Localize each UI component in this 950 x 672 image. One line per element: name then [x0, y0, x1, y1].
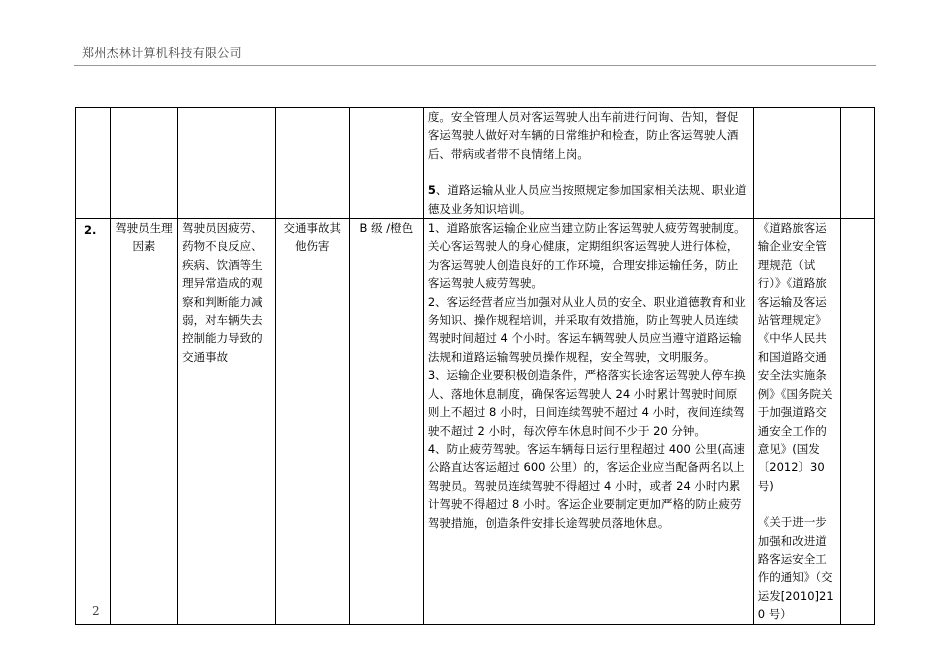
- cell-risk-level: [349, 108, 423, 219]
- measure-item: 2、客运经营者应当加强对从业人员的安全、职业道德教育和业务知识、操作规程培训，并采取有效措施，防止驾驶人员连续驾驶时间超过 4 个小时。客运车辆驾驶人员应当遵守道路运输法规和道路运输驾驶员操作规程，安全驾驶，文明服务。: [427, 294, 746, 364]
- measures-text: 度。安全管理人员对客运驾驶人出车前进行问询、告知，督促客运驾驶人做好对车辆的日常维护和检查，防止客运驾驶人酒后、带病或者带不良情绪上岗。: [427, 110, 739, 161]
- cell-factor: [110, 108, 177, 219]
- basis-regulations: 《道路旅客运输企业安全管理规范（试行）》《道路旅客运输及客运站管理规定》《中华人民共和国道路交通安全法实施条例》《国务院关于加强道路交通安全工作的意见》(国发〔2012〕30号): [757, 221, 833, 493]
- header-company-name: 郑州杰林计算机科技有限公司: [82, 46, 242, 60]
- basis-notice: 《关于进一步加强和改进道路客运安全工作的通知》（交运发[2010]210 号）: [757, 515, 834, 622]
- cell-factor: 驾驶员生理因素: [110, 219, 177, 625]
- cell-accident-type: [275, 108, 349, 219]
- measure-item: 4、防止疲劳驾驶。客运车辆每日运行里程超过 400 公里(高速公路直达客运超过 600 公里）的，客运企业应当配备两名以上驾驶员。驾驶员连续驾驶不得超过 4 小时，或者 24 小时内累计驾驶不得超过 8 小时。客运企业要制定更加严格的防止疲劳驾驶措施，创造条件安排长途驾驶员落地休息。: [427, 441, 745, 530]
- cell-basis: [753, 219, 841, 625]
- cell-basis: [753, 108, 841, 219]
- cell-extra: [841, 108, 875, 219]
- cell-description: 驾驶员因疲劳、药物不良反应、疾病、饮酒等生理异常造成的观察和判断能力减弱，对车辆失去控制能力导致的交通事故: [178, 219, 276, 625]
- measure-item: 1、道路旅客运输企业应当建立防止客运驾驶人疲劳驾驶制度。关心客运驾驶人的身心健康，定期组织客运驾驶人进行体检，为客运驾驶人创造良好的工作环境，合理安排运输任务，防止客运驾驶人疲劳驾驶。: [427, 221, 746, 291]
- cell-number: [76, 108, 111, 219]
- table-row: [76, 219, 875, 625]
- table-row: [76, 108, 875, 219]
- page-number: 2: [92, 604, 100, 618]
- cell-measures: [423, 108, 753, 219]
- measures-item-5-number: 5: [427, 183, 436, 198]
- cell-accident-type: 交通事故其他伤害: [275, 219, 349, 625]
- paragraph-gap: [428, 163, 749, 181]
- header-rule: [74, 65, 876, 66]
- cell-risk-level: B 级 /橙色: [349, 219, 423, 625]
- cell-extra: [841, 219, 875, 625]
- measures-item-5: [428, 181, 749, 218]
- cell-number: 2.: [76, 219, 111, 625]
- measure-item: 3、运输企业要积极创造条件，严格落实长途客运驾驶人停车换人、落地休息制度，确保客运驾驶人 24 小时累计驾驶时间原则上不超过 8 小时，日间连续驾驶不超过 4 小时，夜间连续驾驶不超过 2 小时，每次停车休息时间不少于 20 分钟。: [427, 368, 746, 438]
- cell-measures: [423, 219, 753, 625]
- paragraph-gap: [758, 495, 837, 513]
- measures-item-5-text: 、道路运输从业人员应当按照规定参加国家相关法规、职业道德及业务知识培训。: [427, 183, 747, 216]
- risk-table: [75, 107, 875, 625]
- cell-description: [178, 108, 276, 219]
